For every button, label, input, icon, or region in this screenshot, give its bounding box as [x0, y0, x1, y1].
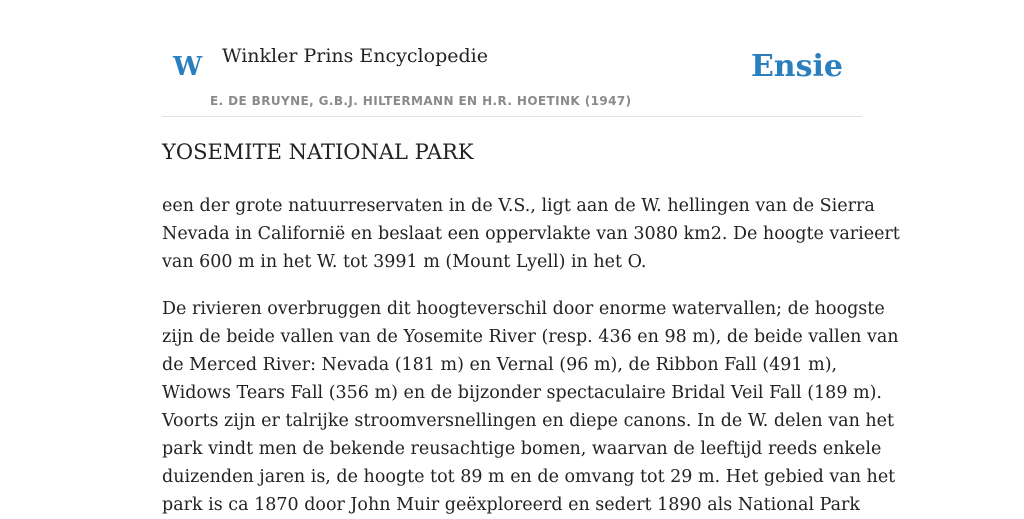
article-paragraph-1	[162, 192, 900, 276]
authors-credit: E. DE BRUYNE, G.B.J. HILTERMANN EN H.R. HOETINK (1947)	[210, 94, 632, 108]
page-container	[162, 0, 900, 515]
ensie-brand-link[interactable]: Ensie	[750, 49, 843, 84]
paragraph-line: zijn de beide vallen van de Yosemite River (resp. 436 en 98 m), de beide vallen van	[162, 327, 899, 347]
paragraph-line: de Merced River: Nevada (181 m) en Vernal (96 m), de Ribbon Fall (491 m),	[162, 355, 838, 375]
article-title: YOSEMITE NATIONAL PARK	[162, 140, 474, 164]
page-header	[162, 0, 862, 117]
paragraph-line: van 600 m in het W. tot 3991 m (Mount Lyell) in het O.	[162, 252, 647, 272]
paragraph-line: duizenden jaren is, de hoogte tot 89 m en de omvang tot 29 m. Het gebied van het	[162, 467, 896, 487]
paragraph-line: De rivieren overbruggen dit hoogteverschil door enorme watervallen; de hoogste	[162, 299, 885, 319]
paragraph-line: park vindt men de bekende reusachtige bomen, waarvan de leeftijd reeds enkele	[162, 439, 882, 459]
paragraph-line: park is ca 1870 door John Muir geëxploreerd en sedert 1890 als National Park	[162, 495, 860, 515]
encyclopedia-logo-icon[interactable]: W	[173, 52, 203, 82]
paragraph-line: een der grote natuurreservaten in de V.S., ligt aan de W. hellingen van de Sierra	[162, 196, 875, 216]
paragraph-line: Voorts zijn er talrijke stroomversnellingen en diepe canons. In de W. delen van het	[162, 411, 895, 431]
paragraph-line: Nevada in Californië en beslaat een oppervlakte van 3080 km2. De hoogte varieert	[162, 224, 900, 244]
encyclopedia-title[interactable]: Winkler Prins Encyclopedie	[222, 45, 488, 67]
article-paragraph-2	[162, 295, 899, 519]
paragraph-line: Widows Tears Fall (356 m) en de bijzonder spectaculaire Bridal Veil Fall (189 m).	[162, 383, 882, 403]
